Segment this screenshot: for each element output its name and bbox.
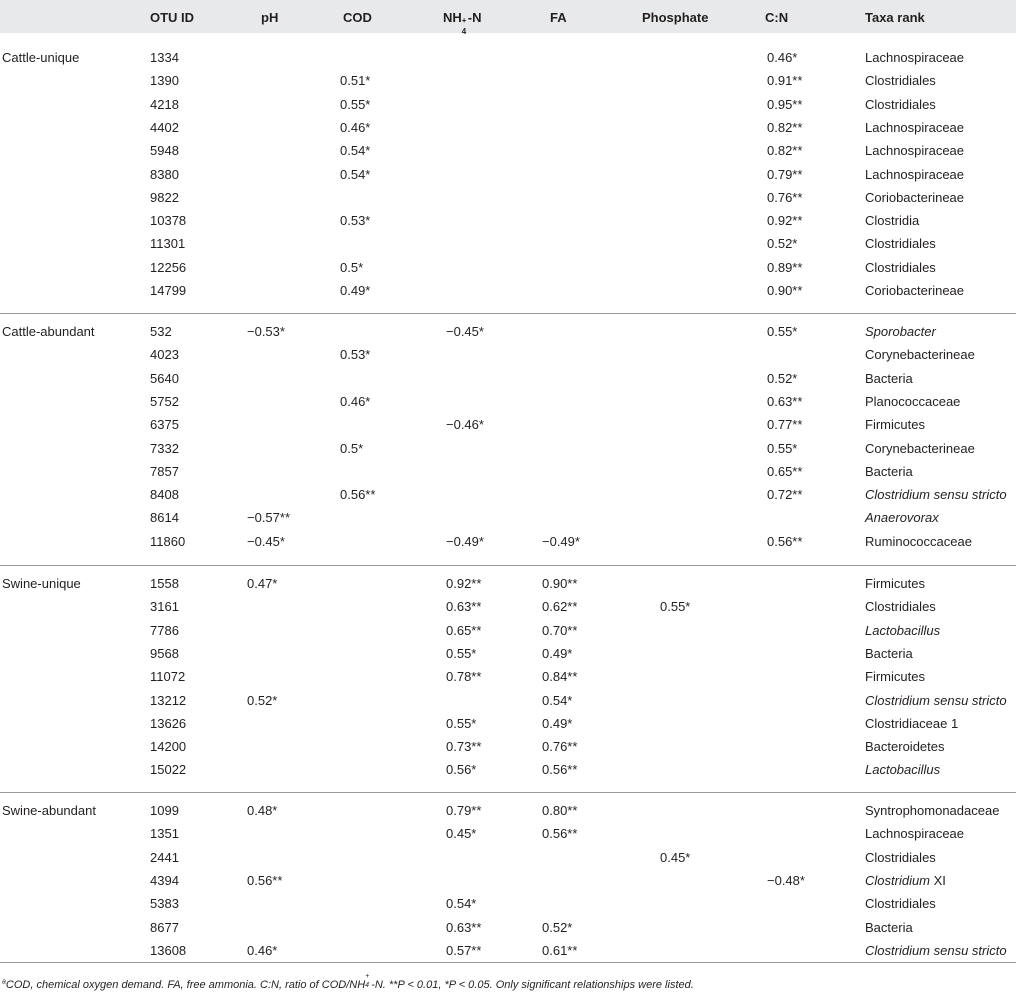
cell-taxa-rank: Coriobacterineae — [865, 189, 965, 205]
cell-cn: 0.95** — [767, 96, 803, 112]
cell-fa: 0.90** — [542, 576, 578, 591]
cell-fa: 0.62** — [542, 599, 578, 615]
cell-otu-id: 14200 — [150, 739, 187, 755]
header-otu-id: OTU ID — [150, 10, 195, 25]
cell-taxa-rank: Bacteria — [865, 463, 913, 479]
cell-fa: 0.52* — [542, 919, 573, 935]
header-fa: FA — [550, 10, 567, 25]
cell-otu-id: 3161 — [150, 599, 179, 615]
cell-taxa-rank: Syntrophomonadaceae — [865, 803, 1000, 818]
cell-otu-id: 11072 — [150, 669, 186, 685]
group-label: Cattle-unique — [2, 50, 80, 65]
cell-nh4-n: 0.57** — [446, 942, 482, 958]
group-divider — [0, 792, 1016, 793]
cell-taxa-rank: Lachnospiraceae — [865, 826, 965, 842]
table-bottom-rule — [0, 962, 1016, 963]
cell-otu-id: 13626 — [150, 715, 187, 731]
cell-otu-id: 7332 — [150, 440, 179, 456]
cell-phosphate: 0.45* — [660, 849, 691, 865]
cell-otu-id: 532 — [150, 324, 172, 339]
cell-otu-id: 15022 — [150, 762, 187, 778]
cell-fa: 0.49* — [542, 715, 573, 731]
cell-taxa-rank — [865, 873, 946, 889]
cell-fa: 0.76** — [542, 739, 578, 755]
cell-ph: 0.56** — [247, 872, 283, 888]
cell-otu-id: 5752 — [150, 393, 179, 409]
cell-taxa-rank: Clostridium sensu stricto — [865, 692, 1007, 708]
cell-taxa-rank: Lactobacillus — [865, 622, 941, 638]
cell-otu-id: 9568 — [150, 645, 179, 661]
cell-otu-id: 1558 — [150, 576, 179, 591]
cell-otu-id: 14799 — [150, 283, 187, 298]
cell-cn: 0.72** — [767, 487, 803, 503]
taxa-italic-part: Clostridium — [865, 872, 931, 888]
cell-cod: 0.51* — [340, 73, 371, 89]
cell-taxa-rank: Clostridiaceae 1 — [865, 715, 959, 731]
cell-cod: 0.53* — [340, 213, 371, 229]
group-divider — [0, 565, 1016, 566]
cell-otu-id: 2441 — [150, 849, 179, 865]
header-taxa-rank: Taxa rank — [865, 10, 925, 25]
cell-cn: 0.55* — [767, 440, 798, 456]
cell-otu-id: 5383 — [150, 896, 179, 912]
taxa-plain-part: XI — [930, 872, 946, 888]
cell-cn: 0.46* — [767, 50, 798, 65]
cell-taxa-rank: Sporobacter — [865, 324, 936, 339]
cell-cn: 0.82** — [767, 143, 803, 159]
cell-cn: 0.77** — [767, 417, 803, 433]
cell-otu-id: 1099 — [150, 803, 179, 818]
cell-taxa-rank: Planococcaceae — [865, 393, 961, 409]
header-cn: C:N — [765, 10, 789, 25]
cell-nh4-n: 0.79** — [446, 803, 482, 818]
cell-otu-id: 6375 — [150, 417, 179, 433]
group-label: Cattle-abundant — [2, 324, 95, 339]
cell-cn: 0.76** — [767, 189, 803, 205]
cell-phosphate: 0.55* — [660, 599, 691, 615]
cell-taxa-rank: Clostridiales — [865, 236, 936, 252]
cell-otu-id: 12256 — [150, 259, 187, 275]
cell-cn: 0.91** — [767, 73, 803, 89]
cell-otu-id: 13608 — [150, 942, 187, 958]
cell-cod: 0.5* — [340, 440, 364, 456]
cell-taxa-rank: Lachnospiraceae — [865, 143, 965, 159]
cell-cod: 0.55* — [340, 96, 371, 112]
cell-taxa-rank: Firmicutes — [865, 417, 925, 433]
cell-ph: 0.52* — [247, 692, 278, 708]
header-nh4-n: NH + 4 -N — [443, 10, 482, 36]
cell-otu-id: 9822 — [150, 189, 179, 205]
cell-taxa-rank: Coriobacterineae — [865, 283, 965, 298]
cell-cod: 0.56** — [340, 487, 376, 503]
cell-nh4-n: 0.45* — [446, 826, 477, 842]
header-phosphate: Phosphate — [642, 10, 709, 25]
cell-taxa-rank: Bacteria — [865, 370, 913, 386]
cell-otu-id: 8677 — [150, 919, 179, 935]
header-ph: pH — [261, 10, 279, 25]
cell-nh4-n: 0.63** — [446, 919, 482, 935]
cell-cod: 0.53* — [340, 347, 371, 363]
cell-nh4-n: 0.63** — [446, 599, 482, 615]
cell-cn: 0.52* — [767, 236, 798, 252]
cell-cn: 0.90** — [767, 283, 803, 298]
cell-cn: 0.63** — [767, 393, 803, 409]
cell-taxa-rank: Lachnospiraceae — [865, 166, 965, 182]
cell-taxa-rank: Ruminococcaceae — [865, 533, 972, 549]
group-label: Swine-unique — [2, 576, 81, 591]
group-divider — [0, 313, 1016, 314]
cell-ph: −0.57** — [247, 510, 291, 526]
cell-cod: 0.46* — [340, 119, 371, 135]
table-footnote: $^a$COD, chemical oxygen demand. FA, free ammonia. C:N, ratio of COD/NH + 4 -N. **P < 0.01, *P < 0.05. Only significant relationships were listed. — [2, 973, 694, 991]
group-label: Swine-abundant — [2, 803, 96, 818]
cell-nh4-n: −0.49* — [446, 533, 484, 549]
cell-cn: 0.92** — [767, 213, 803, 229]
cell-otu-id: 11301 — [150, 236, 186, 252]
cell-otu-id: 5640 — [150, 370, 179, 386]
cell-cod: 0.5* — [340, 259, 364, 275]
cell-taxa-rank: Clostridiales — [865, 259, 936, 275]
cell-nh4-n: 0.54* — [446, 896, 477, 912]
cell-otu-id: 4394 — [150, 872, 179, 888]
cell-taxa-rank: Anaerovorax — [865, 510, 939, 526]
cell-otu-id: 8408 — [150, 487, 179, 503]
cell-otu-id: 4023 — [150, 347, 179, 363]
cell-nh4-n: 0.55* — [446, 715, 477, 731]
cell-ph: 0.48* — [247, 803, 278, 818]
cell-taxa-rank: Lachnospiraceae — [865, 50, 965, 65]
cell-fa: 0.49* — [542, 645, 573, 661]
cell-cn: 0.56** — [767, 533, 803, 549]
cell-nh4-n: 0.73** — [446, 739, 482, 755]
header-cod: COD — [343, 10, 372, 25]
cell-taxa-rank: Clostridiales — [865, 599, 936, 615]
cell-nh4-n: 0.55* — [446, 645, 477, 661]
cell-cod: 0.49* — [340, 283, 371, 298]
cell-cod: 0.54* — [340, 166, 371, 182]
cell-taxa-rank: Clostridium sensu stricto — [865, 942, 1007, 958]
cell-fa: −0.49* — [542, 533, 580, 549]
cell-taxa-rank: Lachnospiraceae — [865, 119, 965, 135]
cell-fa: 0.80** — [542, 803, 578, 818]
cell-fa: 0.56** — [542, 762, 578, 778]
cell-taxa-rank: Clostridium sensu stricto — [865, 487, 1007, 503]
cell-taxa-rank: Lactobacillus — [865, 762, 941, 778]
cell-cn: 0.89** — [767, 259, 803, 275]
cell-otu-id: 10378 — [150, 213, 187, 229]
cell-taxa-rank: Corynebacterineae — [865, 440, 975, 456]
cell-nh4-n: 0.65** — [446, 622, 482, 638]
cell-fa: 0.61** — [542, 942, 578, 958]
cell-taxa-rank: Bacteroidetes — [865, 739, 945, 755]
cell-nh4-n: −0.45* — [446, 324, 484, 339]
cell-taxa-rank: Clostridiales — [865, 896, 936, 912]
cell-cn: 0.82** — [767, 119, 803, 135]
cell-fa: 0.84** — [542, 669, 578, 685]
cell-taxa-rank: Clostridiales — [865, 96, 936, 112]
cell-taxa-rank: Clostridia — [865, 213, 920, 229]
cell-ph: 0.47* — [247, 576, 278, 591]
cell-taxa-rank: Bacteria — [865, 645, 913, 661]
cell-otu-id: 5948 — [150, 143, 179, 159]
cell-cod: 0.54* — [340, 143, 371, 159]
table-header — [0, 0, 1016, 36]
cell-nh4-n: 0.56* — [446, 762, 477, 778]
cell-cod: 0.46* — [340, 393, 371, 409]
cell-otu-id: 8380 — [150, 166, 179, 182]
cell-taxa-rank: Clostridiales — [865, 73, 936, 89]
cell-taxa-rank: Firmicutes — [865, 669, 925, 685]
cell-cn: −0.48* — [767, 872, 805, 888]
cell-otu-id: 13212 — [150, 692, 187, 708]
cell-cn: 0.79** — [767, 166, 803, 182]
cell-ph: −0.45* — [247, 533, 285, 549]
cell-otu-id: 11860 — [150, 533, 186, 549]
cell-cn: 0.65** — [767, 463, 803, 479]
cell-taxa-rank: Firmicutes — [865, 576, 925, 591]
cell-ph: 0.46* — [247, 942, 278, 958]
cell-otu-id: 8614 — [150, 510, 179, 526]
cell-taxa-rank: Clostridiales — [865, 849, 936, 865]
cell-taxa-rank: Corynebacterineae — [865, 347, 975, 363]
cell-otu-id: 7857 — [150, 463, 179, 479]
cell-nh4-n: 0.92** — [446, 576, 482, 591]
cell-otu-id: 1334 — [150, 50, 179, 65]
cell-otu-id: 1390 — [150, 73, 179, 89]
cell-otu-id: 4402 — [150, 119, 179, 135]
cell-cn: 0.55* — [767, 324, 798, 339]
cell-fa: 0.70** — [542, 622, 578, 638]
cell-nh4-n: −0.46* — [446, 417, 484, 433]
cell-otu-id: 4218 — [150, 96, 179, 112]
cell-nh4-n: 0.78** — [446, 669, 482, 685]
cell-fa: 0.56** — [542, 826, 578, 842]
cell-otu-id: 1351 — [150, 826, 179, 842]
cell-taxa-rank: Bacteria — [865, 919, 913, 935]
cell-ph: −0.53* — [247, 324, 285, 339]
cell-fa: 0.54* — [542, 692, 573, 708]
cell-otu-id: 7786 — [150, 622, 179, 638]
cell-cn: 0.52* — [767, 370, 798, 386]
